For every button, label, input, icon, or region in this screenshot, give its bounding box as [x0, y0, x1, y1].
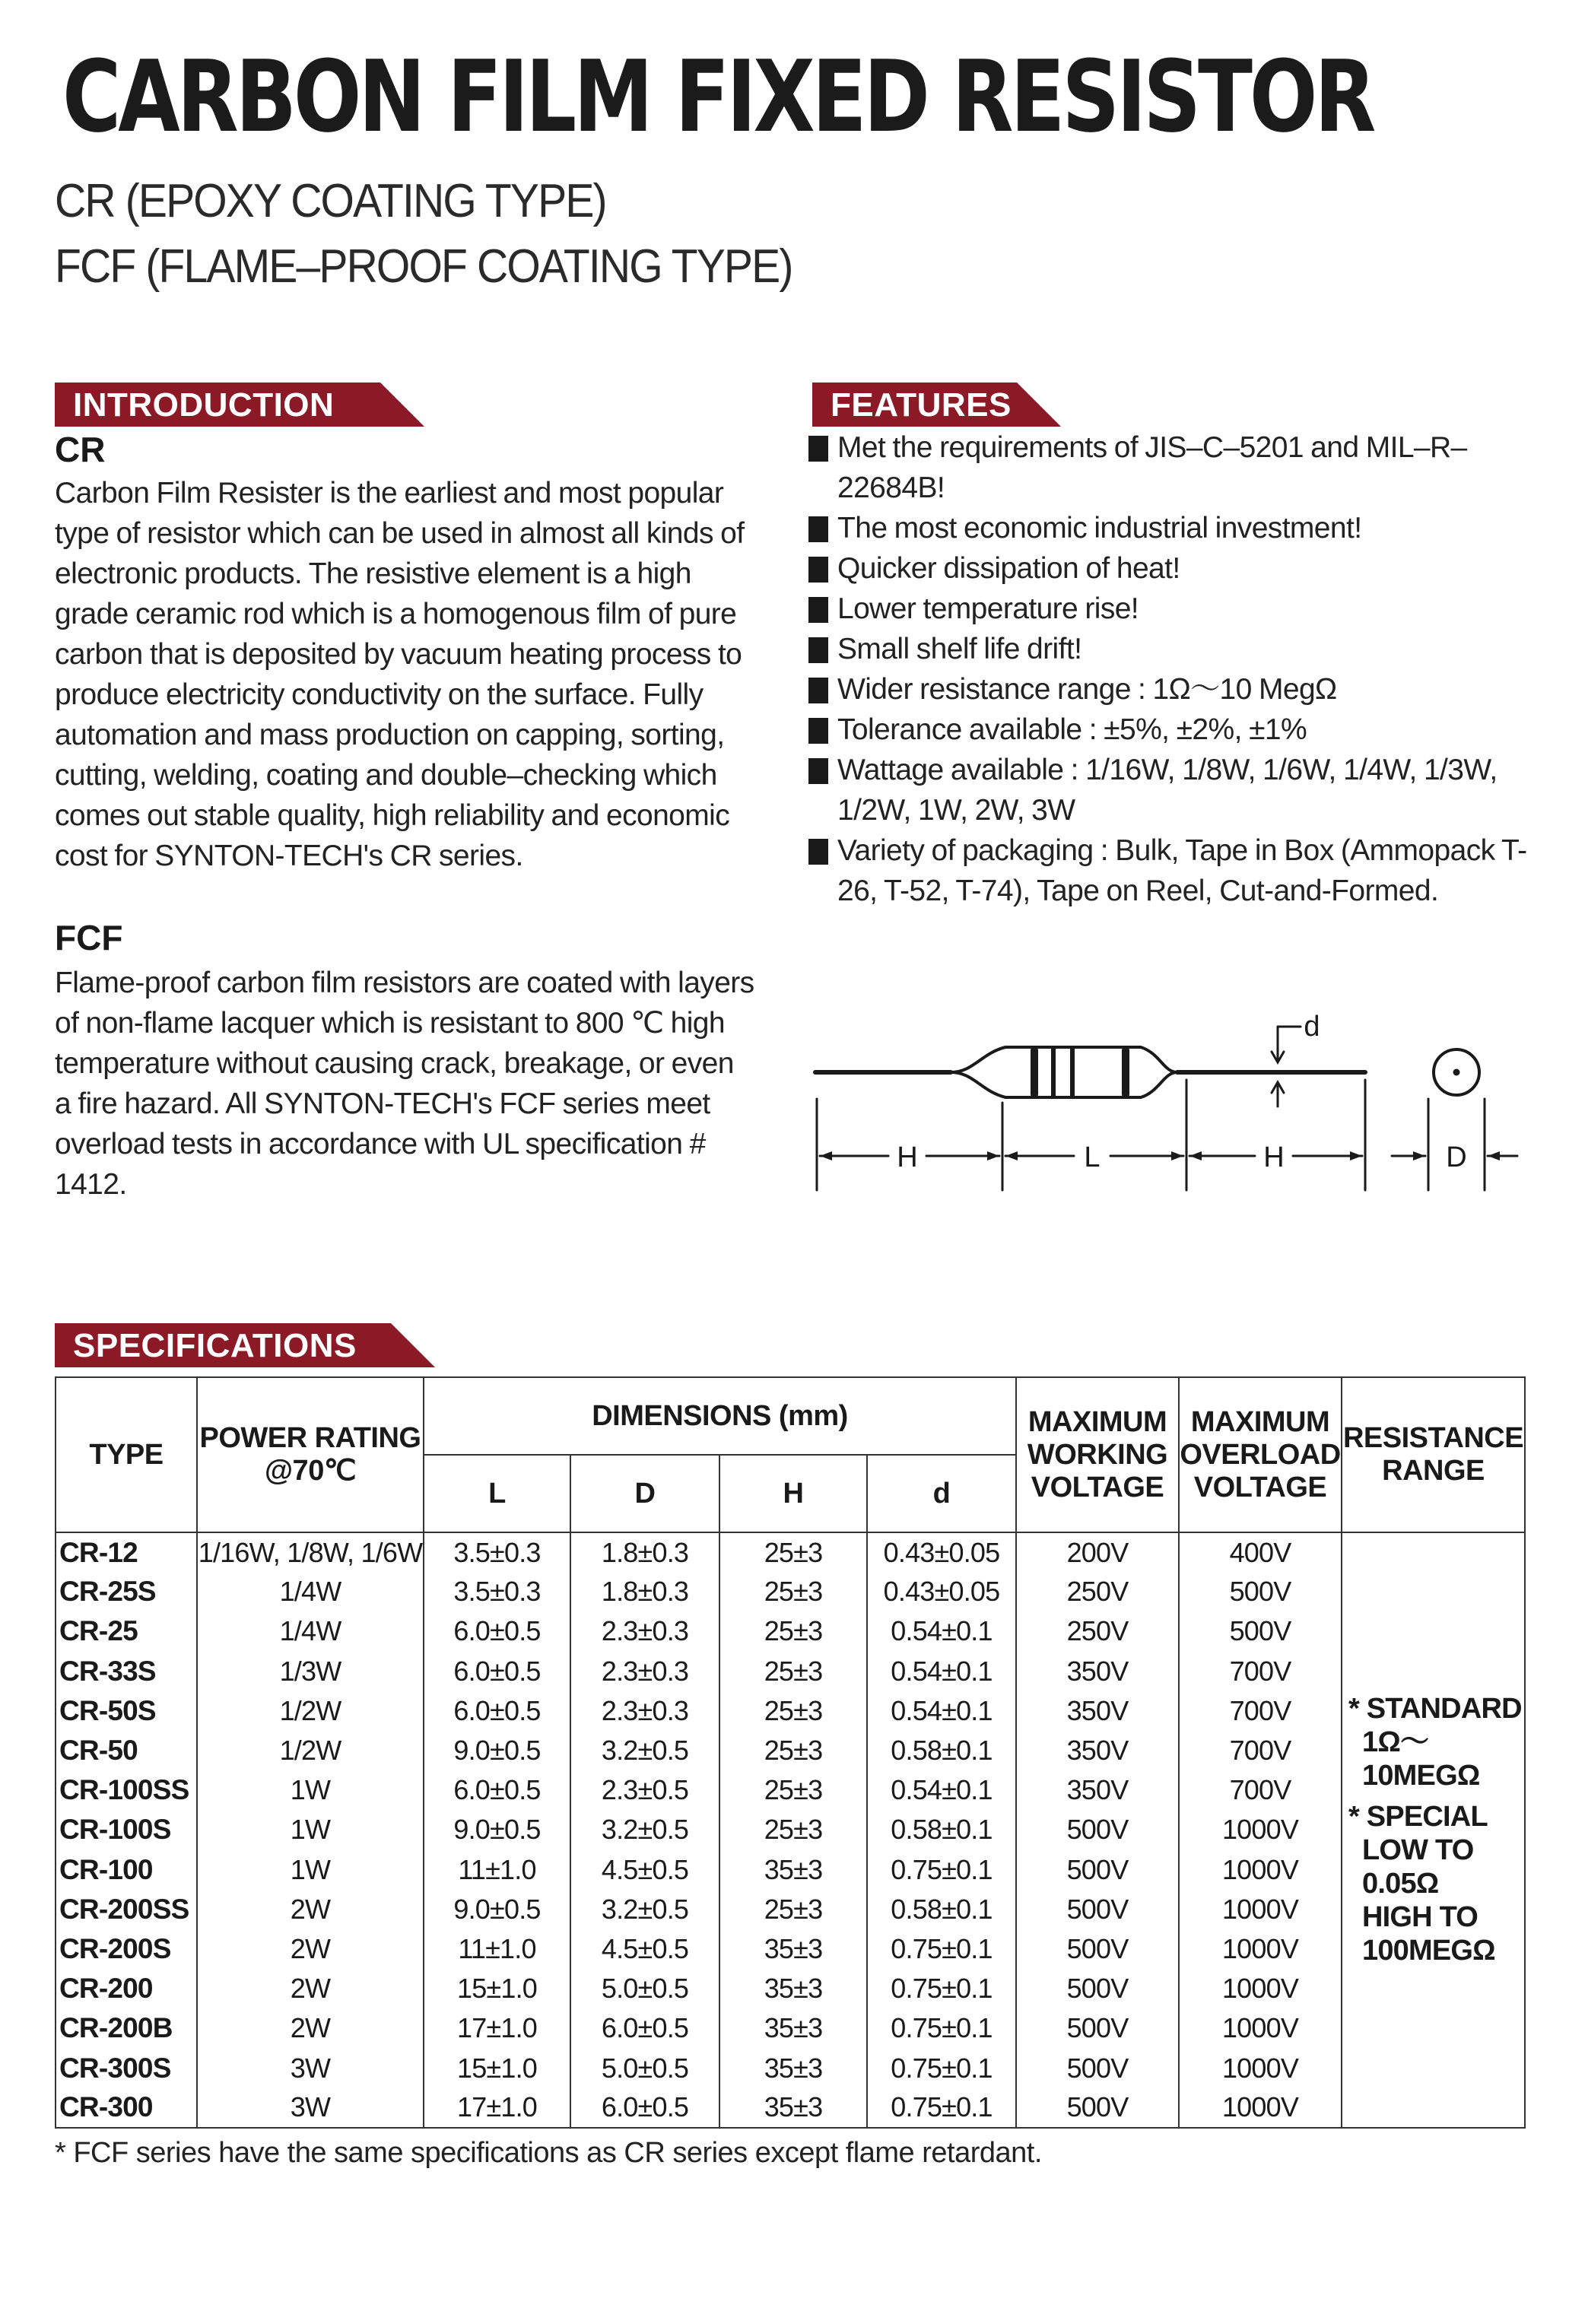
cell-dim-d: 3.2±0.5 [570, 1731, 719, 1770]
cell-type: CR-33S [56, 1652, 197, 1691]
header-type: TYPE [56, 1377, 197, 1532]
cell-dim-lead-d: 0.43±0.05 [867, 1532, 1016, 1572]
cell-dim-h: 35±3 [719, 2048, 867, 2087]
cell-overload-voltage: 1000V [1179, 2048, 1342, 2087]
arrowhead [1488, 1151, 1500, 1160]
range-special-block [1348, 1800, 1524, 1967]
features-list [808, 427, 1531, 911]
cell-working-voltage: 350V [1016, 1652, 1179, 1691]
cell-dim-lead-d: 0.75±0.1 [867, 2008, 1016, 2048]
cell-working-voltage: 500V [1016, 2008, 1179, 2048]
label-h-right: H [1263, 1141, 1285, 1173]
cell-overload-voltage: 1000V [1179, 2008, 1342, 2048]
header-dim-l: L [424, 1455, 570, 1532]
cell-overload-voltage: 700V [1179, 1770, 1342, 1810]
cell-working-voltage: 200V [1016, 1532, 1179, 1572]
cell-dim-h: 25±3 [719, 1890, 867, 1929]
header-line: WORKING [1027, 1438, 1168, 1471]
cell-dim-h: 35±3 [719, 1929, 867, 1969]
cell-overload-voltage: 700V [1179, 1731, 1342, 1770]
header-line: RANGE [1382, 1455, 1485, 1487]
cell-overload-voltage: 1000V [1179, 1929, 1342, 1969]
cell-dim-h: 25±3 [719, 1810, 867, 1849]
feature-text: Met the requirements of JIS–C–5201 and MIL–R–22684B! [837, 431, 1467, 504]
cell-type: CR-50 [56, 1731, 197, 1770]
cell-type: CR-100 [56, 1850, 197, 1890]
feature-text: Wattage available : 1/16W, 1/8W, 1/6W, 1/4W, 1/3W, 1/2W, 1W, 2W, 3W [837, 754, 1498, 827]
cell-dim-l: 17±1.0 [424, 2088, 570, 2128]
cell-dim-lead-d: 0.58±0.1 [867, 1731, 1016, 1770]
cell-dim-d: 6.0±0.5 [570, 2008, 719, 2048]
arrowhead [1189, 1151, 1202, 1160]
cell-dim-d: 4.5±0.5 [570, 1850, 719, 1890]
label-d-lead: d [1304, 1011, 1320, 1043]
table-row [56, 1691, 1525, 1731]
cell-dim-lead-d: 0.54±0.1 [867, 1770, 1016, 1810]
cell-working-voltage: 250V [1016, 1572, 1179, 1611]
bullet-square-icon [808, 597, 828, 623]
cell-dim-l: 6.0±0.5 [424, 1691, 570, 1731]
cell-dim-l: 3.5±0.3 [424, 1532, 570, 1572]
feature-text: Wider resistance range : 1Ω〜10 MegΩ [837, 673, 1337, 706]
cell-dim-d: 2.3±0.5 [570, 1770, 719, 1810]
cell-power-rating: 2W [197, 1890, 424, 1929]
feature-text: Tolerance available : ±5%, ±2%, ±1% [837, 713, 1307, 746]
cell-working-voltage: 350V [1016, 1770, 1179, 1810]
table-row [56, 2048, 1525, 2087]
table-row [56, 2008, 1525, 2048]
cell-dim-h: 25±3 [719, 1572, 867, 1611]
cell-power-rating: 1W [197, 1850, 424, 1890]
cell-working-voltage: 250V [1016, 1611, 1179, 1651]
range-line: LOW TO [1362, 1834, 1474, 1867]
header-dim-d: D [570, 1455, 719, 1532]
cell-power-rating: 1/4W [197, 1611, 424, 1651]
range-line: HIGH TO [1362, 1901, 1478, 1934]
cell-dim-h: 25±3 [719, 1691, 867, 1731]
bullet-square-icon [808, 637, 828, 663]
cell-dim-lead-d: 0.75±0.1 [867, 1850, 1016, 1890]
header-dimensions: DIMENSIONS (mm) [424, 1377, 1016, 1455]
arrowhead [1005, 1151, 1018, 1160]
cell-working-voltage: 500V [1016, 2048, 1179, 2087]
cell-dim-d: 2.3±0.3 [570, 1691, 719, 1731]
feature-item [808, 710, 1531, 750]
cell-dim-lead-d: 0.75±0.1 [867, 1969, 1016, 2008]
cell-power-rating: 2W [197, 1969, 424, 2008]
cell-overload-voltage: 700V [1179, 1691, 1342, 1731]
cell-overload-voltage: 1000V [1179, 1850, 1342, 1890]
cell-working-voltage: 350V [1016, 1691, 1179, 1731]
header-dim-lead-d: d [867, 1455, 1016, 1532]
cell-power-rating: 1/4W [197, 1572, 424, 1611]
header-resistance-range [1342, 1377, 1525, 1532]
cr-description: Carbon Film Resister is the earliest and most popular type of resistor which can be used in almost all kinds of electronic products. The resistive element is a high grade ceramic rod which is a homogenous film of pure carbon that is deposited by vacuum heating process to produce electricity conductivity on the surface. Fully automation and mass production on capping, sorting, cutting, welding, coating and double–checking which comes out stable quality, high reliability and economic cost for SYNTON-TECH's CR series. [55, 477, 745, 872]
cell-dim-h: 25±3 [719, 1770, 867, 1810]
header-max-working-voltage [1016, 1377, 1179, 1532]
cell-dim-l: 11±1.0 [424, 1850, 570, 1890]
feature-item [808, 548, 1531, 589]
feature-item [808, 427, 1531, 508]
specifications-table [55, 1376, 1526, 2129]
cell-dim-d: 5.0±0.5 [570, 2048, 719, 2087]
cell-working-voltage: 350V [1016, 1731, 1179, 1770]
arrowhead [1350, 1151, 1362, 1160]
feature-text: Quicker dissipation of heat! [837, 552, 1180, 585]
cell-dim-lead-d: 0.58±0.1 [867, 1890, 1016, 1929]
bullet-square-icon [808, 436, 828, 462]
cell-dim-lead-d: 0.43±0.05 [867, 1572, 1016, 1611]
arrowhead [820, 1151, 832, 1160]
cell-dim-h: 25±3 [719, 1652, 867, 1691]
label-l: L [1084, 1141, 1101, 1173]
cell-working-voltage: 500V [1016, 1890, 1179, 1929]
feature-item [808, 669, 1531, 710]
header-line: RESISTANCE [1342, 1422, 1524, 1454]
cell-dim-lead-d: 0.75±0.1 [867, 2048, 1016, 2087]
cell-power-rating: 1/3W [197, 1652, 424, 1691]
cell-type: CR-100SS [56, 1770, 197, 1810]
table-row [56, 1969, 1525, 2008]
resistor-dimension-diagram [806, 992, 1521, 1205]
feature-item [808, 508, 1531, 548]
cell-overload-voltage: 500V [1179, 1572, 1342, 1611]
lead-end-view-dot [1453, 1069, 1459, 1075]
features-heading: FEATURES [831, 386, 1012, 424]
table-row [56, 1770, 1525, 1810]
header-line: OVERLOAD [1180, 1438, 1341, 1471]
cell-power-rating: 1/16W, 1/8W, 1/6W [197, 1532, 424, 1572]
cell-dim-h: 35±3 [719, 1850, 867, 1890]
introduction-heading: INTRODUCTION [73, 386, 335, 424]
cell-dim-d: 3.2±0.5 [570, 1890, 719, 1929]
cell-type: CR-12 [56, 1532, 197, 1572]
label-h-left: H [897, 1141, 918, 1173]
cell-type: CR-50S [56, 1691, 197, 1731]
cell-working-voltage: 500V [1016, 1969, 1179, 2008]
table-row [56, 2088, 1525, 2128]
cell-type: CR-25 [56, 1611, 197, 1651]
cell-power-rating: 1W [197, 1810, 424, 1849]
specifications-heading: SPECIFICATIONS [73, 1327, 357, 1364]
specifications-section-bar [55, 1323, 435, 1367]
bullet-square-icon [808, 839, 828, 865]
cell-type: CR-300S [56, 2048, 197, 2087]
cell-dim-lead-d: 0.75±0.1 [867, 2088, 1016, 2128]
cell-power-rating: 1W [197, 1770, 424, 1810]
cell-dim-l: 9.0±0.5 [424, 1890, 570, 1929]
features-section-bar [812, 383, 1061, 427]
header-power-rating [197, 1377, 424, 1532]
cell-dim-l: 15±1.0 [424, 1969, 570, 2008]
cell-overload-voltage: 400V [1179, 1532, 1342, 1572]
table-row [56, 1611, 1525, 1651]
cell-power-rating: 3W [197, 2048, 424, 2087]
cell-working-voltage: 500V [1016, 1810, 1179, 1849]
table-row [56, 1810, 1525, 1849]
cell-dim-d: 2.3±0.3 [570, 1611, 719, 1651]
table-row [56, 1572, 1525, 1611]
cell-dim-l: 6.0±0.5 [424, 1611, 570, 1651]
cell-dim-h: 25±3 [719, 1611, 867, 1651]
cell-dim-lead-d: 0.54±0.1 [867, 1652, 1016, 1691]
table-row [56, 1850, 1525, 1890]
cell-dim-h: 35±3 [719, 2088, 867, 2128]
table-row [56, 1731, 1525, 1770]
feature-text: Variety of packaging : Bulk, Tape in Box (Ammopack T-26, T-52, T-74), Tape on Reel, Cut-and-Formed. [837, 834, 1527, 907]
subtitle-fcf: FCF (FLAME–PROOF COATING TYPE) [55, 240, 792, 293]
header-line: VOLTAGE [1193, 1471, 1327, 1503]
header-line: @70℃ [265, 1455, 356, 1487]
table-row [56, 1532, 1525, 1572]
cell-dim-d: 6.0±0.5 [570, 2088, 719, 2128]
cell-dim-l: 9.0±0.5 [424, 1731, 570, 1770]
cell-power-rating: 1/2W [197, 1731, 424, 1770]
fcf-description: Flame-proof carbon film resistors are coated with layers of non-flame lacquer which is resistant to 800 ℃ high temperature without causing crack, breakage, or even a fire hazard. All SYNTON-TECH's FCF series meet overload tests in accordance with UL specification # 1412. [55, 967, 754, 1201]
cell-overload-voltage: 1000V [1179, 1810, 1342, 1849]
cell-dim-lead-d: 0.75±0.1 [867, 1929, 1016, 1969]
cell-dim-d: 1.8±0.3 [570, 1572, 719, 1611]
header-line: VOLTAGE [1031, 1471, 1164, 1503]
cell-power-rating: 2W [197, 2008, 424, 2048]
cell-power-rating: 3W [197, 2088, 424, 2128]
cell-overload-voltage: 500V [1179, 1611, 1342, 1651]
cell-power-rating: 2W [197, 1929, 424, 1969]
fcf-subheading: FCF [55, 918, 123, 957]
range-line: * SPECIAL [1348, 1801, 1488, 1833]
introduction-section-bar [55, 383, 424, 427]
resistor-body [951, 1047, 1177, 1097]
cell-working-voltage: 500V [1016, 1850, 1179, 1890]
table-row [56, 1890, 1525, 1929]
feature-item [808, 629, 1531, 669]
label-d-body: D [1446, 1141, 1467, 1173]
cell-dim-l: 9.0±0.5 [424, 1810, 570, 1849]
cell-type: CR-25S [56, 1572, 197, 1611]
cell-dim-d: 5.0±0.5 [570, 1969, 719, 2008]
feature-text: The most economic industrial investment! [837, 512, 1362, 544]
header-dim-h: H [719, 1455, 867, 1532]
cell-dim-h: 35±3 [719, 1969, 867, 2008]
page-title: CARBON FILM FIXED RESISTOR [62, 39, 1374, 154]
table-row [56, 1929, 1525, 1969]
cell-type: CR-300 [56, 2088, 197, 2128]
cell-dim-l: 6.0±0.5 [424, 1770, 570, 1810]
header-line: POWER RATING [199, 1422, 421, 1454]
specifications-table-body [56, 1532, 1525, 2128]
arrowhead [1171, 1151, 1183, 1160]
header-line: MAXIMUM [1190, 1405, 1330, 1438]
feature-text: Small shelf life drift! [837, 633, 1082, 665]
header-max-overload-voltage [1179, 1377, 1342, 1532]
cell-dim-l: 15±1.0 [424, 2048, 570, 2087]
bullet-square-icon [808, 758, 828, 784]
range-line: 0.05Ω [1362, 1868, 1439, 1900]
range-standard-block [1348, 1692, 1524, 1792]
table-row [56, 1652, 1525, 1691]
range-line: 100MEGΩ [1362, 1935, 1495, 1967]
cell-dim-d: 1.8±0.3 [570, 1532, 719, 1572]
cell-type: CR-200SS [56, 1890, 197, 1929]
cell-overload-voltage: 1000V [1179, 1890, 1342, 1929]
bullet-square-icon [808, 718, 828, 744]
cell-type: CR-100S [56, 1810, 197, 1849]
cell-dim-lead-d: 0.54±0.1 [867, 1611, 1016, 1651]
range-line: * STANDARD [1348, 1693, 1522, 1726]
cell-dim-lead-d: 0.54±0.1 [867, 1691, 1016, 1731]
header-line: MAXIMUM [1027, 1405, 1167, 1438]
cell-overload-voltage: 700V [1179, 1652, 1342, 1691]
cell-resistance-range [1342, 1532, 1525, 2128]
feature-item [808, 830, 1531, 911]
cell-dim-h: 25±3 [719, 1532, 867, 1572]
cell-dim-l: 6.0±0.5 [424, 1652, 570, 1691]
cell-type: CR-200 [56, 1969, 197, 2008]
feature-item [808, 750, 1531, 830]
cell-dim-h: 25±3 [719, 1731, 867, 1770]
arrowhead [1413, 1151, 1425, 1160]
cell-working-voltage: 500V [1016, 1929, 1179, 1969]
cell-dim-h: 35±3 [719, 2008, 867, 2048]
bullet-square-icon [808, 516, 828, 542]
cell-dim-d: 3.2±0.5 [570, 1810, 719, 1849]
bullet-square-icon [808, 557, 828, 583]
arrowhead [987, 1151, 999, 1160]
footnote: * FCF series have the same specifications as CR series except flame retardant. [55, 2137, 1042, 2169]
bullet-square-icon [808, 678, 828, 703]
cell-dim-l: 17±1.0 [424, 2008, 570, 2048]
cell-overload-voltage: 1000V [1179, 1969, 1342, 2008]
cell-dim-l: 3.5±0.3 [424, 1572, 570, 1611]
cell-overload-voltage: 1000V [1179, 2088, 1342, 2128]
cell-dim-l: 11±1.0 [424, 1929, 570, 1969]
range-line: 1Ω〜 [1362, 1726, 1429, 1759]
cell-power-rating: 1/2W [197, 1691, 424, 1731]
feature-item [808, 589, 1531, 629]
cell-type: CR-200B [56, 2008, 197, 2048]
cr-subheading: CR [55, 430, 106, 469]
cell-working-voltage: 500V [1016, 2088, 1179, 2128]
feature-text: Lower temperature rise! [837, 592, 1139, 625]
cell-dim-lead-d: 0.58±0.1 [867, 1810, 1016, 1849]
cell-dim-d: 4.5±0.5 [570, 1929, 719, 1969]
range-line: 10MEGΩ [1362, 1760, 1480, 1792]
cell-dim-d: 2.3±0.3 [570, 1652, 719, 1691]
subtitle-cr: CR (EPOXY COATING TYPE) [55, 175, 606, 227]
cell-type: CR-200S [56, 1929, 197, 1969]
